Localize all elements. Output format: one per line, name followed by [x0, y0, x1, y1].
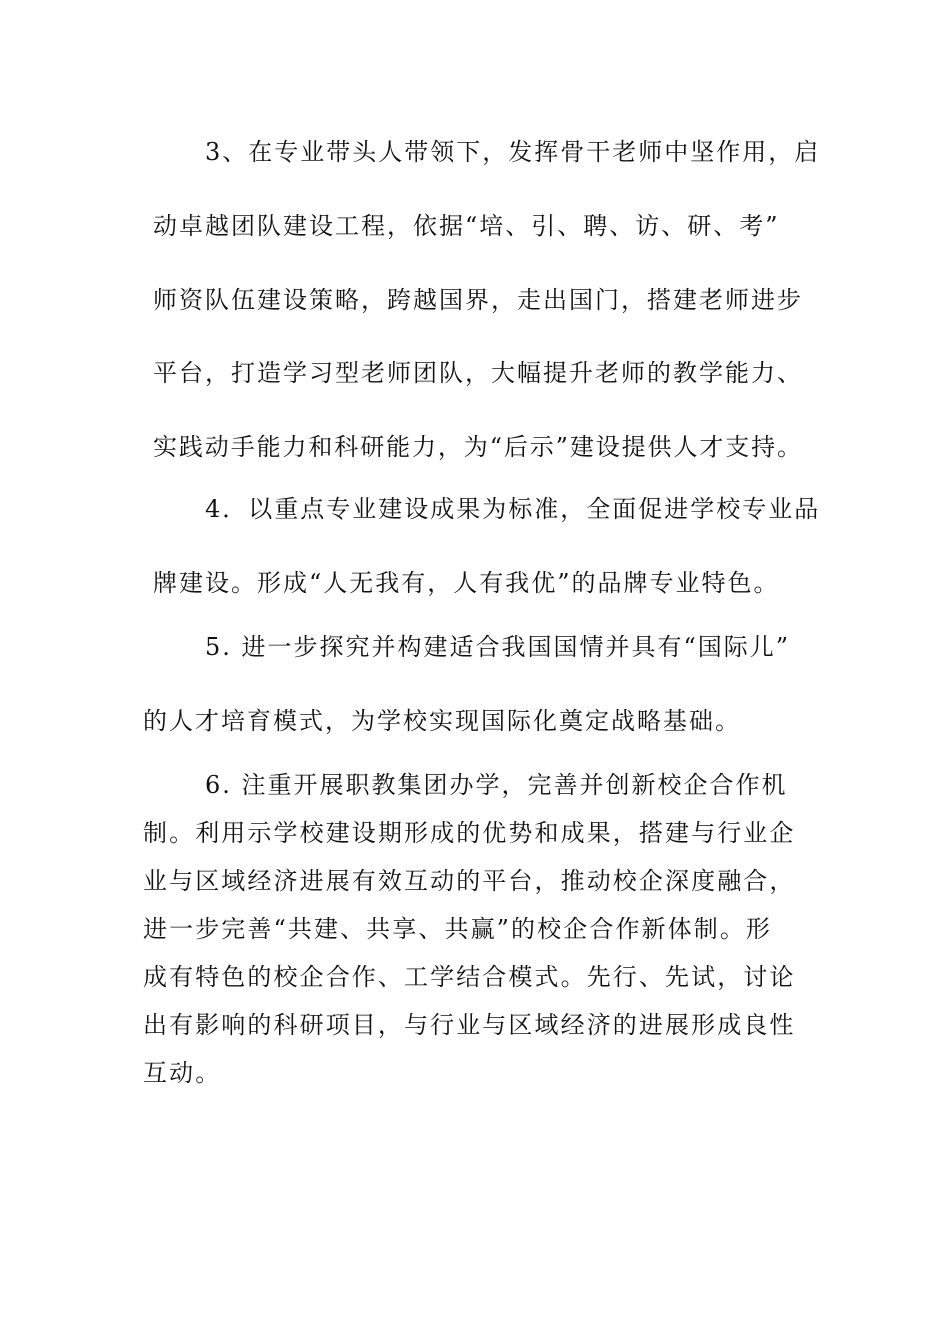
paragraph-3-line-4: 平台，打造学习型老师团队，大幅提升老师的教学能力、 [153, 359, 803, 387]
paragraph-5-line-1: 5. 进一步探究并构建适合我国国情并具有“国际儿” [205, 633, 791, 661]
paragraph-4-line-1: 4．以重点专业建设成果为标准，全面促进学校专业品 [205, 495, 821, 523]
paragraph-6-line-3: 业与区域经济进展有效互动的平台，推动校企深度融合， [143, 867, 796, 895]
paragraph-6-line-6: 出有影响的科研项目，与行业与区域经济的进展形成良性 [143, 1011, 796, 1039]
paragraph-6-line-5: 成有特色的校企合作、工学结合模式。先行、先试，讨论 [143, 963, 796, 991]
paragraph-4-line-2: 牌建设。形成“人无我有，人有我优”的品牌专业特色。 [153, 569, 780, 597]
paragraph-3-line-3: 师资队伍建设策略，跨越国界，走出国门，搭建老师进步 [153, 286, 803, 314]
paragraph-3-line-1: 3、在专业带头人带领下，发挥骨干老师中坚作用，启 [205, 138, 821, 166]
paragraph-6-line-2: 制。利用示学校建设期形成的优势和成果，搭建与行业企 [143, 819, 796, 847]
paragraph-3-line-5: 实践动手能力和科研能力，为“后示”建设提供人才支持。 [153, 433, 803, 461]
paragraph-6-line-1: 6. 注重开展职教集团办学，完善并创新校企合作机 [205, 771, 788, 799]
paragraph-3-line-2: 动卓越团队建设工程，依据“培、引、聘、访、研、考” [153, 212, 780, 240]
paragraph-5-line-2: 的人才培育模式，为学校实现国际化奠定战略基础。 [143, 707, 741, 735]
paragraph-6-line-4: 进一步完善“共建、共享、共赢”的校企合作新体制。形 [143, 915, 773, 943]
paragraph-6-line-7: 互动。 [143, 1059, 222, 1087]
